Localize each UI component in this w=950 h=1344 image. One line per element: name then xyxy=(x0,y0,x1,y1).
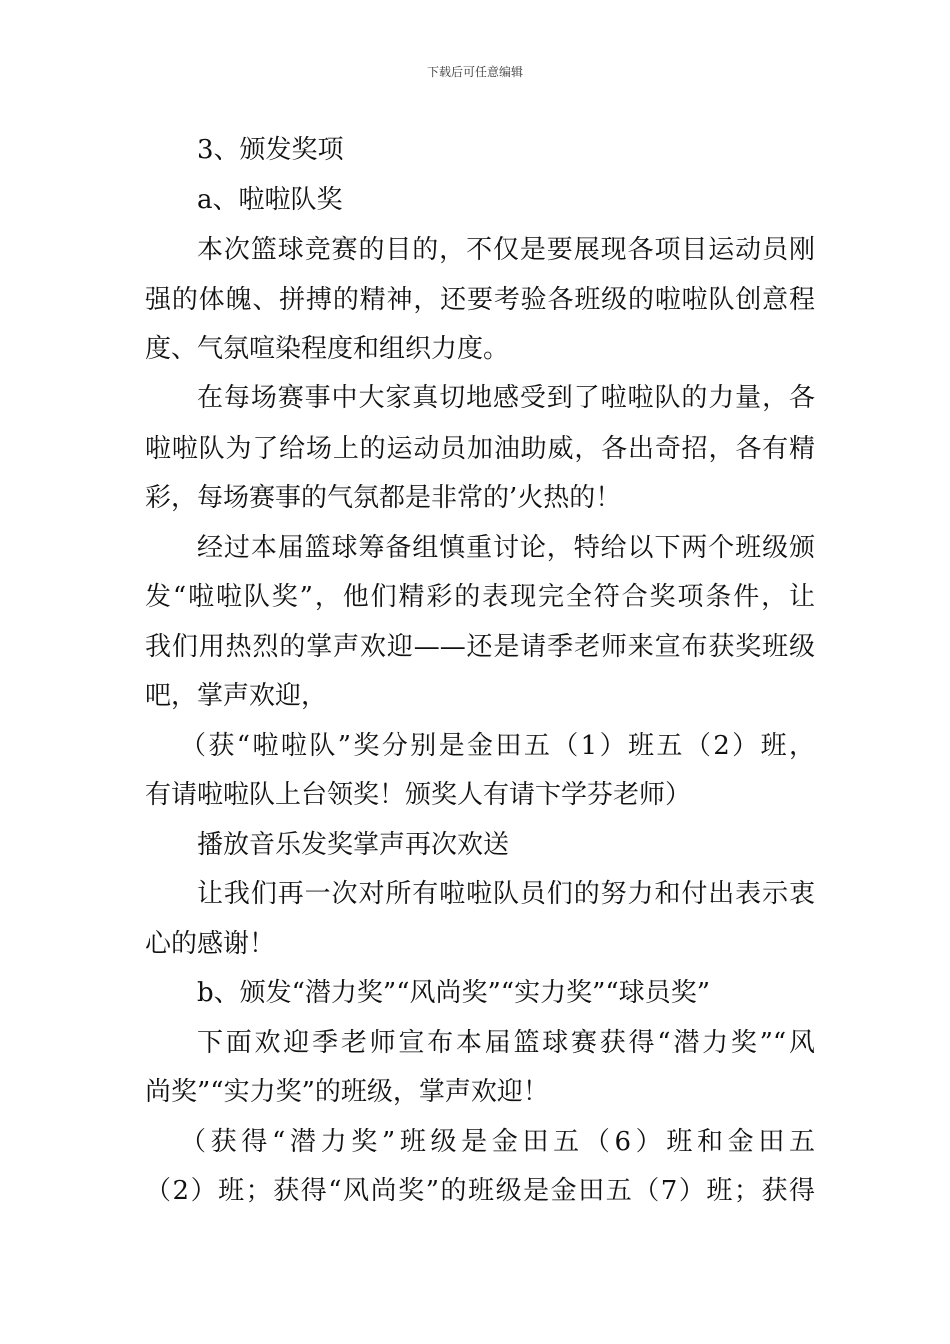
paragraph-line: 啦啦队为了给场上的运动员加油助威，各出奇招，各有精 xyxy=(145,434,815,464)
page-header: 下载后可任意编辑 xyxy=(426,65,523,79)
paragraph-line: （获得“潜力奖”班级是金田五（6）班和金田五 xyxy=(180,1127,815,1157)
paragraph-line: 尚奖”“实力奖”的班级，掌声欢迎！ xyxy=(145,1077,549,1107)
paragraph-line: 播放音乐发奖掌声再次欢送 xyxy=(197,830,510,860)
paragraph-line: 度、气氛喧染程度和组织力度。 xyxy=(145,334,510,364)
paragraph-line: 吧，掌声欢迎， xyxy=(145,681,328,711)
paragraph-line: 有请啦啦队上台领奖！颁奖人有请卞学芬老师） xyxy=(145,780,692,810)
paragraph-line: （2）班；获得“风尚奖”的班级是金田五（7）班；获得 xyxy=(145,1176,815,1206)
paragraph-line: （获“啦啦队”奖分别是金田五（1）班五（2）班， xyxy=(180,731,815,761)
paragraph-line: 我们用热烈的掌声欢迎——还是请季老师来宣布获奖班级 xyxy=(145,632,815,662)
subsection-heading: b、颁发“潜力奖”“风尚奖”“实力奖”“球员奖” xyxy=(197,978,710,1008)
paragraph-line: 心的感谢！ xyxy=(145,929,276,959)
paragraph-line: 下面欢迎季老师宣布本届篮球赛获得“潜力奖”“风 xyxy=(197,1028,815,1058)
paragraph-line: 发“啦啦队奖”，他们精彩的表现完全符合奖项条件，让 xyxy=(145,582,815,612)
subsection-heading: a、啦啦队奖 xyxy=(197,185,343,215)
paragraph-line: 彩，每场赛事的气氛都是非常的’火热的！ xyxy=(145,483,622,513)
section-heading: 3、颁发奖项 xyxy=(197,135,344,165)
paragraph-line: 本次篮球竞赛的目的，不仅是要展现各项目运动员刚 xyxy=(197,235,815,265)
paragraph-line: 在每场赛事中大家真切地感受到了啦啦队的力量，各 xyxy=(197,383,815,413)
paragraph-line: 强的体魄、拼搏的精神，还要考验各班级的啦啦队创意程 xyxy=(145,285,815,315)
paragraph-line: 经过本届篮球筹备组慎重讨论，特给以下两个班级颁 xyxy=(197,533,815,563)
paragraph-line: 让我们再一次对所有啦啦队员们的努力和付出表示衷 xyxy=(197,879,815,909)
